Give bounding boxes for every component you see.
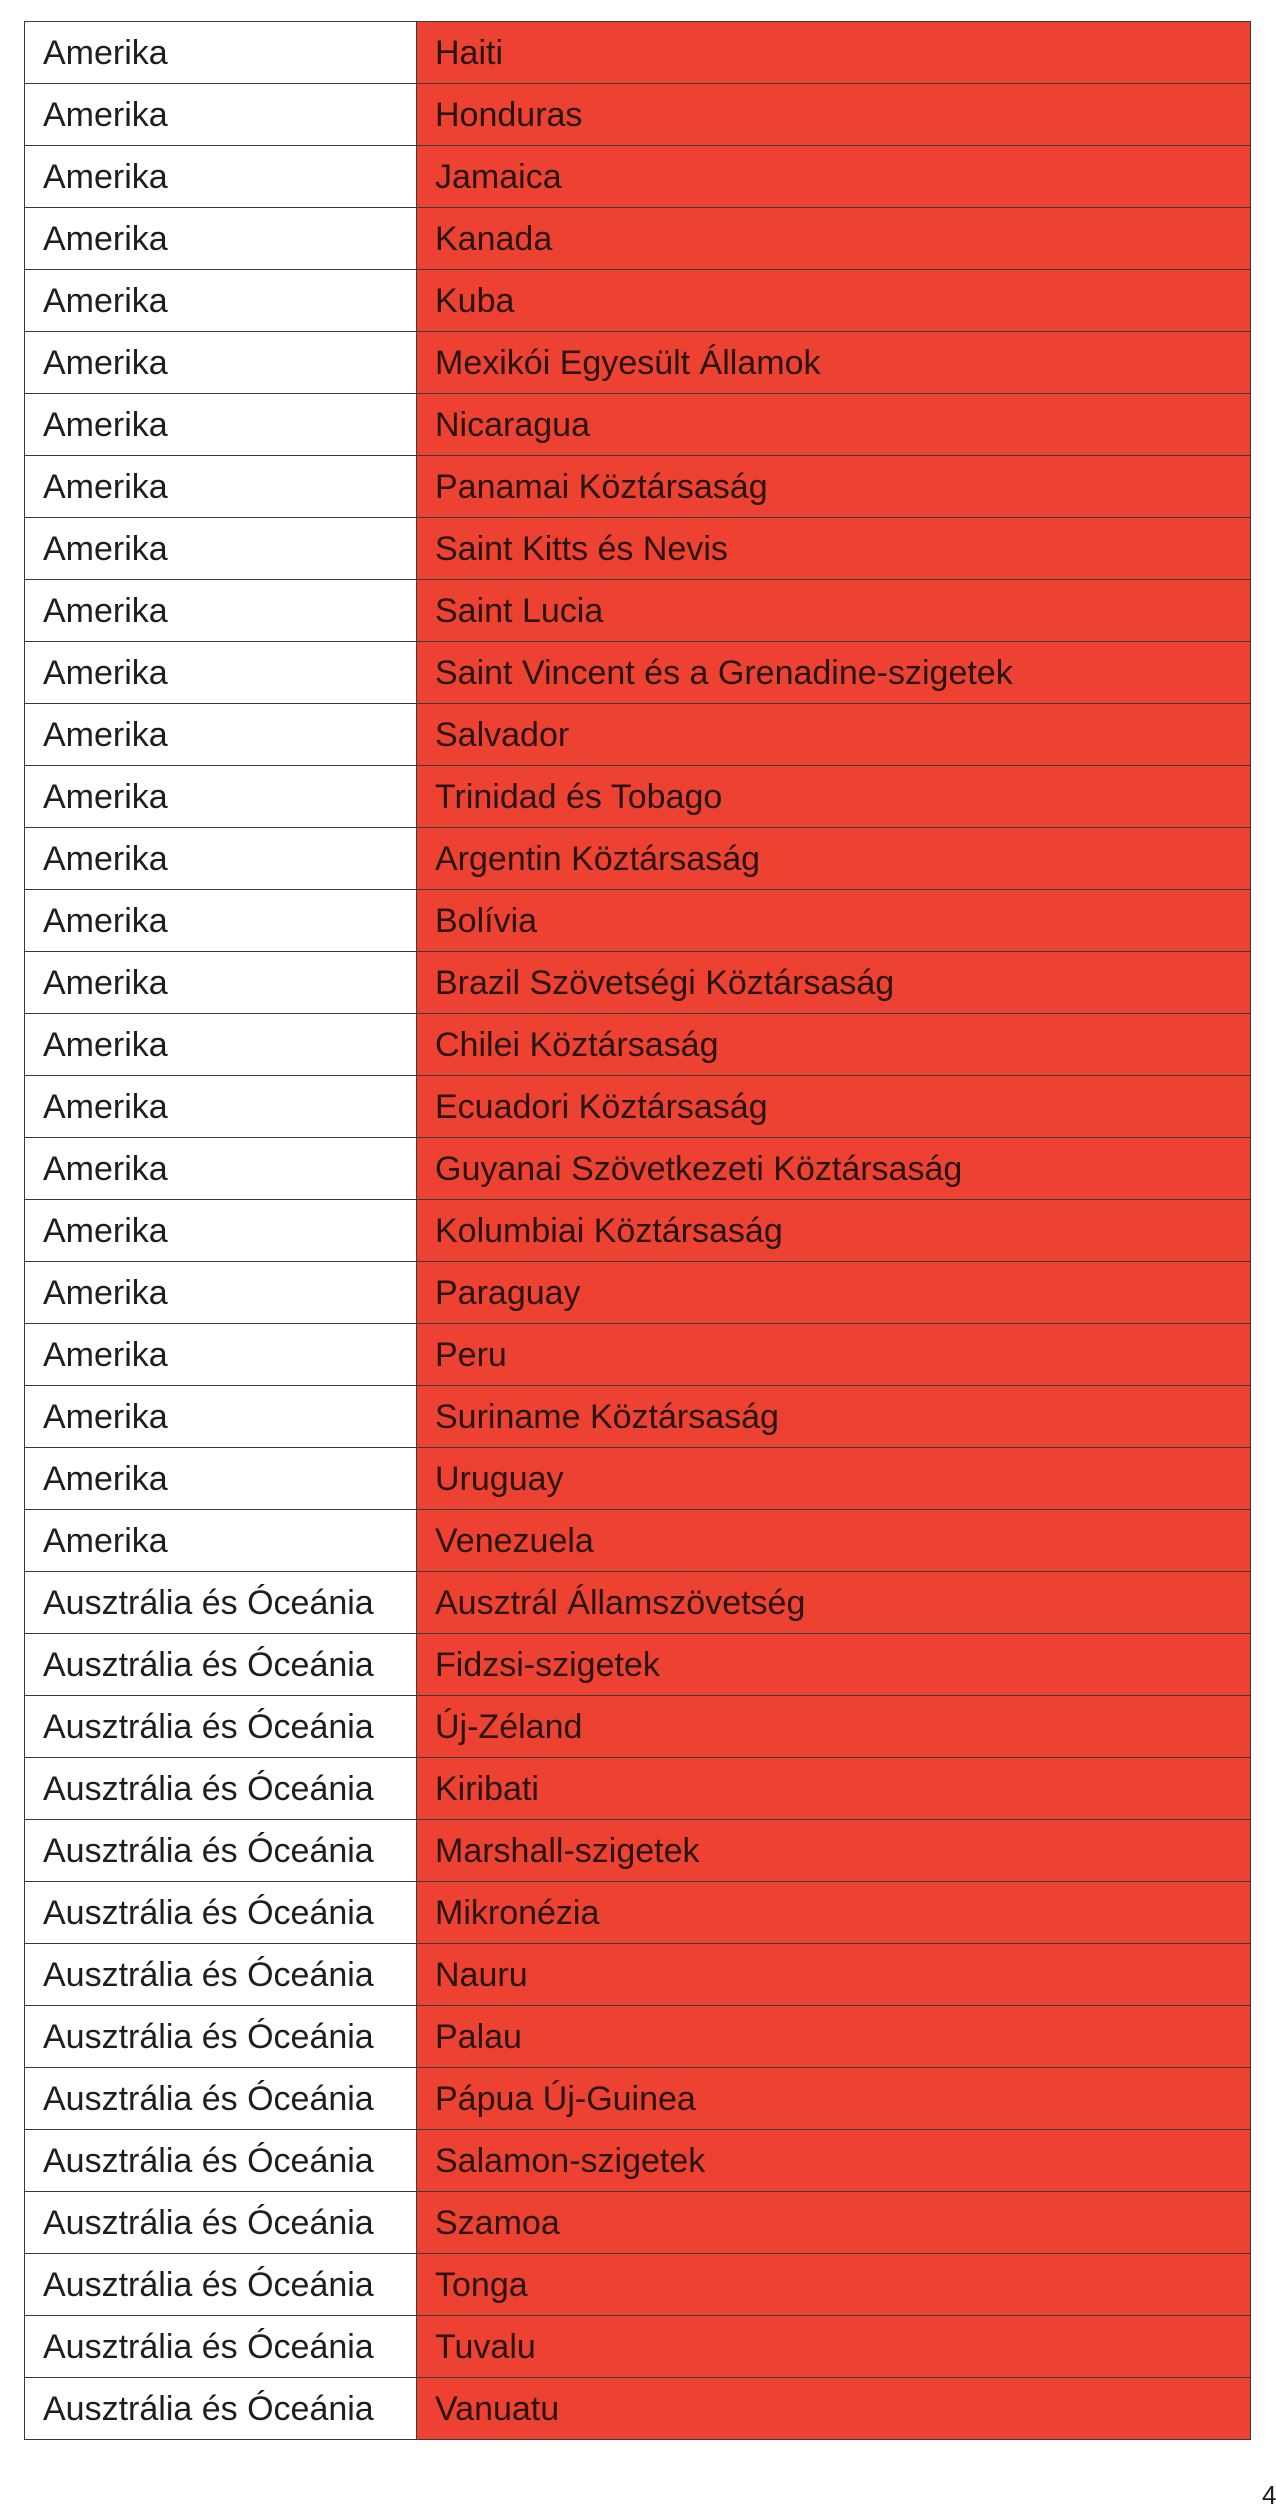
- region-cell: Amerika: [25, 146, 417, 208]
- table-row: [25, 890, 1251, 952]
- country-cell: Saint Lucia: [417, 580, 1251, 642]
- region-cell: Amerika: [25, 1138, 417, 1200]
- table-row: [25, 208, 1251, 270]
- table-row: [25, 1076, 1251, 1138]
- table-row: [25, 1696, 1251, 1758]
- region-cell: Ausztrália és Óceánia: [25, 2254, 417, 2316]
- region-cell: Ausztrália és Óceánia: [25, 2192, 417, 2254]
- table-row: [25, 146, 1251, 208]
- country-cell: Kanada: [417, 208, 1251, 270]
- country-cell: Kuba: [417, 270, 1251, 332]
- country-region-table: [24, 21, 1251, 2440]
- country-cell: Ausztrál Államszövetség: [417, 1572, 1251, 1634]
- table-row: [25, 1758, 1251, 1820]
- region-cell: Amerika: [25, 1200, 417, 1262]
- country-cell: Fidzsi-szigetek: [417, 1634, 1251, 1696]
- table-row: [25, 1262, 1251, 1324]
- country-cell: Venezuela: [417, 1510, 1251, 1572]
- page-number: 4: [1262, 2480, 1276, 2510]
- region-cell: Ausztrália és Óceánia: [25, 1696, 417, 1758]
- table-row: [25, 1634, 1251, 1696]
- region-cell: Amerika: [25, 456, 417, 518]
- region-cell: Amerika: [25, 394, 417, 456]
- table-body: [25, 22, 1251, 2440]
- region-cell: Amerika: [25, 766, 417, 828]
- region-cell: Ausztrália és Óceánia: [25, 1944, 417, 2006]
- table-row: [25, 456, 1251, 518]
- table-row: [25, 22, 1251, 84]
- table-row: [25, 1820, 1251, 1882]
- table-row: [25, 1200, 1251, 1262]
- table-row: [25, 518, 1251, 580]
- country-cell: Ecuadori Köztársaság: [417, 1076, 1251, 1138]
- region-cell: Ausztrália és Óceánia: [25, 2316, 417, 2378]
- country-cell: Mikronézia: [417, 1882, 1251, 1944]
- region-cell: Ausztrália és Óceánia: [25, 1882, 417, 1944]
- table-row: [25, 1324, 1251, 1386]
- country-cell: Paraguay: [417, 1262, 1251, 1324]
- country-cell: Mexikói Egyesült Államok: [417, 332, 1251, 394]
- country-cell: Új-Zéland: [417, 1696, 1251, 1758]
- region-cell: Amerika: [25, 828, 417, 890]
- table-row: [25, 2316, 1251, 2378]
- region-cell: Amerika: [25, 890, 417, 952]
- country-cell: Vanuatu: [417, 2378, 1251, 2440]
- country-cell: Palau: [417, 2006, 1251, 2068]
- region-cell: Amerika: [25, 1386, 417, 1448]
- region-cell: Amerika: [25, 332, 417, 394]
- table-row: [25, 394, 1251, 456]
- country-cell: Salvador: [417, 704, 1251, 766]
- country-cell: Saint Vincent és a Grenadine-szigetek: [417, 642, 1251, 704]
- table-row: [25, 1882, 1251, 1944]
- region-cell: Amerika: [25, 1014, 417, 1076]
- table-row: [25, 1510, 1251, 1572]
- country-cell: Jamaica: [417, 146, 1251, 208]
- country-cell: Nauru: [417, 1944, 1251, 2006]
- region-cell: Ausztrália és Óceánia: [25, 2378, 417, 2440]
- region-cell: Amerika: [25, 704, 417, 766]
- country-cell: Panamai Köztársaság: [417, 456, 1251, 518]
- table-row: [25, 2378, 1251, 2440]
- table-row: [25, 1572, 1251, 1634]
- region-cell: Ausztrália és Óceánia: [25, 2130, 417, 2192]
- table-row: [25, 2068, 1251, 2130]
- region-cell: Amerika: [25, 1510, 417, 1572]
- region-cell: Ausztrália és Óceánia: [25, 1572, 417, 1634]
- region-cell: Ausztrália és Óceánia: [25, 1820, 417, 1882]
- region-cell: Amerika: [25, 22, 417, 84]
- table-row: [25, 952, 1251, 1014]
- region-cell: Amerika: [25, 518, 417, 580]
- region-cell: Amerika: [25, 1076, 417, 1138]
- table-row: [25, 1386, 1251, 1448]
- region-cell: Amerika: [25, 1262, 417, 1324]
- table-row: [25, 1014, 1251, 1076]
- region-cell: Ausztrália és Óceánia: [25, 2006, 417, 2068]
- table-row: [25, 580, 1251, 642]
- table-row: [25, 1448, 1251, 1510]
- country-cell: Guyanai Szövetkezeti Köztársaság: [417, 1138, 1251, 1200]
- table-row: [25, 332, 1251, 394]
- country-cell: Tuvalu: [417, 2316, 1251, 2378]
- table-row: [25, 1944, 1251, 2006]
- region-cell: Amerika: [25, 952, 417, 1014]
- country-cell: Szamoa: [417, 2192, 1251, 2254]
- region-cell: Ausztrália és Óceánia: [25, 1634, 417, 1696]
- table-row: [25, 828, 1251, 890]
- country-cell: Saint Kitts és Nevis: [417, 518, 1251, 580]
- country-cell: Brazil Szövetségi Köztársaság: [417, 952, 1251, 1014]
- region-cell: Amerika: [25, 642, 417, 704]
- country-cell: Bolívia: [417, 890, 1251, 952]
- country-cell: Honduras: [417, 84, 1251, 146]
- table-row: [25, 2130, 1251, 2192]
- table-row: [25, 766, 1251, 828]
- region-cell: Ausztrália és Óceánia: [25, 1758, 417, 1820]
- country-cell: Trinidad és Tobago: [417, 766, 1251, 828]
- country-cell: Suriname Köztársaság: [417, 1386, 1251, 1448]
- table-row: [25, 2192, 1251, 2254]
- country-cell: Uruguay: [417, 1448, 1251, 1510]
- country-cell: Kiribati: [417, 1758, 1251, 1820]
- table-row: [25, 270, 1251, 332]
- country-cell: Argentin Köztársaság: [417, 828, 1251, 890]
- table-row: [25, 2006, 1251, 2068]
- country-cell: Chilei Köztársaság: [417, 1014, 1251, 1076]
- country-cell: Tonga: [417, 2254, 1251, 2316]
- country-cell: Nicaragua: [417, 394, 1251, 456]
- region-cell: Amerika: [25, 84, 417, 146]
- country-cell: Peru: [417, 1324, 1251, 1386]
- region-cell: Amerika: [25, 208, 417, 270]
- table-row: [25, 1138, 1251, 1200]
- region-cell: Amerika: [25, 1448, 417, 1510]
- region-cell: Amerika: [25, 580, 417, 642]
- country-cell: Salamon-szigetek: [417, 2130, 1251, 2192]
- country-cell: Marshall-szigetek: [417, 1820, 1251, 1882]
- country-cell: Kolumbiai Köztársaság: [417, 1200, 1251, 1262]
- table-row: [25, 704, 1251, 766]
- region-cell: Amerika: [25, 1324, 417, 1386]
- table-row: [25, 642, 1251, 704]
- table-row: [25, 84, 1251, 146]
- region-cell: Ausztrália és Óceánia: [25, 2068, 417, 2130]
- country-cell: Haiti: [417, 22, 1251, 84]
- region-cell: Amerika: [25, 270, 417, 332]
- table-row: [25, 2254, 1251, 2316]
- country-cell: Pápua Új-Guinea: [417, 2068, 1251, 2130]
